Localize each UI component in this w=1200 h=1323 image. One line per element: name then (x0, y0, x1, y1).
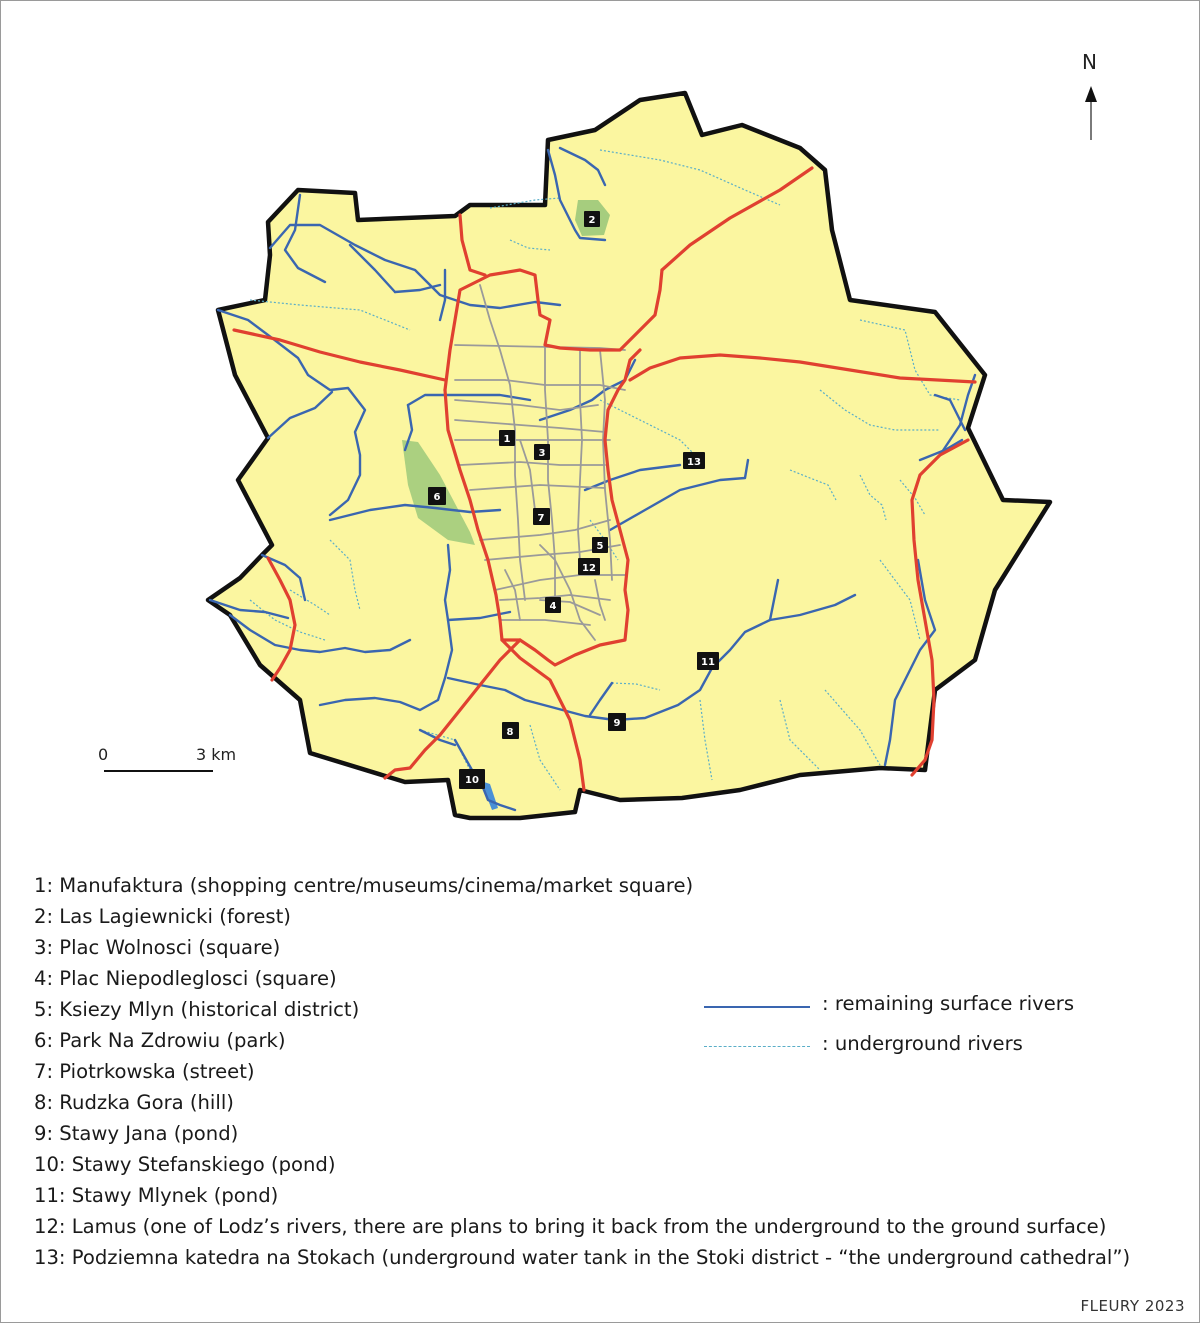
place-item: 9: Stawy Jana (pond) (34, 1122, 239, 1145)
marker-9 (608, 713, 626, 731)
place-item: 5: Ksiezy Mlyn (historical district) (34, 998, 360, 1021)
svg-text:8: 8 (506, 727, 514, 738)
place-item: 8: Rudzka Gora (hill) (34, 1091, 234, 1114)
marker-8 (502, 722, 519, 739)
svg-text:5: 5 (596, 541, 604, 552)
credit-label: FLEURY 2023 (1080, 1297, 1185, 1315)
surface-river-label: : remaining surface rivers (822, 992, 1075, 1015)
city-boundary (208, 93, 1050, 818)
svg-text:1: 1 (503, 434, 511, 445)
svg-text:12: 12 (582, 563, 596, 574)
north-label: N (1082, 50, 1097, 74)
place-item: 10: Stawy Stefanskiego (pond) (34, 1153, 336, 1176)
place-item: 6: Park Na Zdrowiu (park) (34, 1029, 286, 1052)
underground-river-label: : underground rivers (822, 1032, 1023, 1055)
marker-7 (533, 508, 550, 525)
svg-text:7: 7 (537, 513, 545, 524)
surface-river-swatch (704, 1006, 810, 1008)
svg-text:9: 9 (613, 718, 621, 729)
marker-1 (499, 430, 515, 446)
marker-12 (578, 558, 600, 575)
place-item: 11: Stawy Mlynek (pond) (34, 1184, 279, 1207)
underground-river-swatch (704, 1046, 810, 1047)
marker-6 (428, 487, 446, 505)
svg-text:10: 10 (465, 775, 479, 786)
marker-10 (459, 769, 485, 789)
north-arrow-icon (1085, 86, 1097, 140)
place-item: 1: Manufaktura (shopping centre/museums/cinema/market square) (34, 874, 694, 897)
place-item: 2: Las Lagiewnicki (forest) (34, 905, 291, 928)
place-legend (34, 870, 1130, 1273)
marker-3 (534, 444, 550, 460)
svg-text:4: 4 (549, 601, 557, 612)
marker-2 (584, 211, 600, 227)
svg-text:3: 3 (538, 448, 546, 459)
place-item: 4: Plac Niepodleglosci (square) (34, 967, 337, 990)
place-item: 7: Piotrkowska (street) (34, 1060, 255, 1083)
marker-11 (697, 652, 719, 670)
svg-text:6: 6 (433, 492, 441, 503)
marker-4 (545, 597, 561, 613)
place-item: 13: Podziemna katedra na Stokach (underground water tank in the Stoki district - “the underground cathedral”) (34, 1246, 1131, 1269)
marker-13 (683, 452, 705, 469)
svg-text:2: 2 (588, 215, 596, 226)
scale-end-label: 3 km (196, 745, 237, 764)
place-item: 12: Lamus (one of Lodz’s rivers, there are plans to bring it back from the underground to the ground surface) (34, 1215, 1107, 1238)
scale-start-label: 0 (98, 745, 109, 764)
svg-text:11: 11 (701, 657, 715, 668)
marker-5 (592, 537, 608, 553)
place-item: 3: Plac Wolnosci (square) (34, 936, 281, 959)
svg-text:13: 13 (687, 457, 701, 468)
